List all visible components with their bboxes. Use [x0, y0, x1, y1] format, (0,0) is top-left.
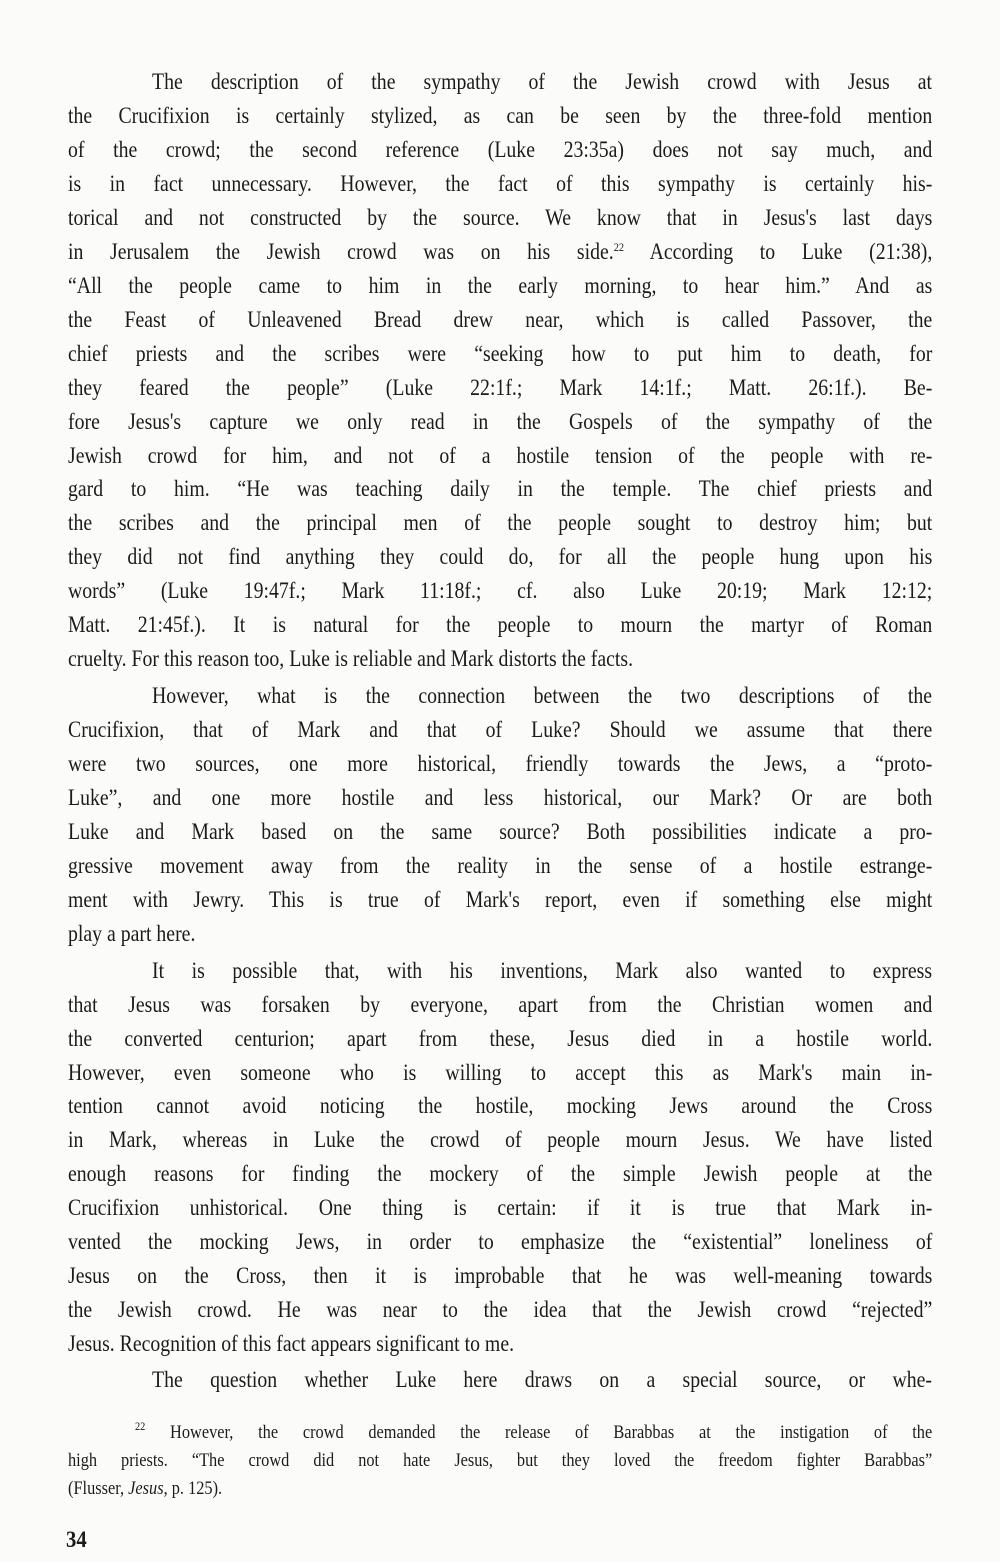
text-line: Crucifixion unhistorical. One thing is certain: if it is true that Mark in-: [68, 1195, 933, 1220]
text-segment: , p. 125).: [163, 1478, 223, 1499]
text-line: Jewish crowd for him, and not of a hostile tension of the people with re-: [68, 443, 933, 468]
text-segment: However, the crowd demanded the release of Barabbas at the instigation of the: [145, 1422, 933, 1443]
text-line: [68, 237, 932, 267]
text-line: the Crucifixion is certainly stylized, as can be seen by the three-fold mention: [68, 103, 933, 128]
text-line: “All the people came to him in the early morning, to hear him.” And as: [68, 273, 933, 298]
text-line: Jesus. Recognition of this fact appears significant to me.: [68, 1331, 515, 1356]
text-segment: According to Luke (21:38),: [624, 239, 933, 264]
footnote-reference[interactable]: 22: [613, 240, 625, 254]
text-line: The description of the sympathy of the Jewish crowd with Jesus at: [152, 69, 933, 94]
text-line: Matt. 21:45f.). It is natural for the people to mourn the martyr of Roman: [68, 612, 933, 637]
text-line: enough reasons for finding the mockery of the simple Jewish people at the: [68, 1161, 933, 1186]
text-line: The question whether Luke here draws on a special source, or whe-: [152, 1367, 933, 1392]
text-line: However, what is the connection between the two descriptions of the: [152, 683, 933, 708]
text-line: play a part here.: [68, 921, 196, 946]
text-line: the Feast of Unleavened Bread drew near, which is called Passover, the: [68, 307, 933, 332]
text-line: in Mark, whereas in Luke the crowd of people mourn Jesus. We have listed: [68, 1127, 933, 1152]
footnote-line: [135, 1420, 932, 1446]
text-line: fore Jesus's capture we only read in the Gospels of the sympathy of the: [68, 409, 933, 434]
text-line: were two sources, one more historical, friendly towards the Jews, a “proto-: [68, 751, 933, 776]
text-line: is in fact unnecessary. However, the fact of this sympathy is certainly his-: [68, 171, 933, 196]
text-line: they feared the people” (Luke 22:1f.; Mark 14:1f.; Matt. 26:1f.). Be-: [68, 375, 933, 400]
text-line: However, even someone who is willing to accept this as Mark's main in-: [68, 1060, 933, 1085]
text-line: gard to him. “He was teaching daily in the temple. The chief priests and: [68, 476, 933, 501]
text-segment: in Jerusalem the Jewish crowd was on his side.: [68, 239, 614, 264]
book-title: Jesus: [128, 1478, 164, 1499]
text-line: ment with Jewry. This is true of Mark's report, even if something else might: [68, 887, 933, 912]
text-line: they did not find anything they could do, for all the people hung upon his: [68, 544, 933, 569]
text-line: gressive movement away from the reality in the sense of a hostile estrange-: [68, 853, 933, 878]
text-line: Luke and Mark based on the same source? Both possibilities indicate a pro-: [68, 819, 933, 844]
footnote-line: high priests. “The crowd did not hate Jesus, but they loved the freedom fighter Barabbas”: [68, 1450, 933, 1471]
text-line: of the crowd; the second reference (Luke 23:35a) does not say much, and: [68, 137, 933, 162]
text-line: the scribes and the principal men of the people sought to destroy him; but: [68, 510, 933, 535]
text-segment: (Flusser,: [68, 1478, 129, 1499]
text-line: Jesus on the Cross, then it is improbable that he was well-meaning towards: [68, 1263, 933, 1288]
text-line: It is possible that, with his inventions, Mark also wanted to express: [152, 958, 933, 983]
page-number: 34: [66, 1527, 87, 1552]
text-line: Luke”, and one more hostile and less historical, our Mark? Or are both: [68, 785, 933, 810]
text-line: tention cannot avoid noticing the hostile, mocking Jews around the Cross: [68, 1093, 933, 1118]
text-line: cruelty. For this reason too, Luke is reliable and Mark distorts the facts.: [68, 646, 634, 671]
text-line: words” (Luke 19:47f.; Mark 11:18f.; cf. also Luke 20:19; Mark 12:12;: [68, 578, 933, 603]
text-line: torical and not constructed by the source. We know that in Jesus's last days: [68, 205, 933, 230]
text-line: Crucifixion, that of Mark and that of Luke? Should we assume that there: [68, 717, 933, 742]
text-line: that Jesus was forsaken by everyone, apart from the Christian women and: [68, 992, 933, 1017]
text-line: chief priests and the scribes were “seeking how to put him to death, for: [68, 341, 933, 366]
text-line: the converted centurion; apart from these, Jesus died in a hostile world.: [68, 1026, 933, 1051]
text-line: vented the mocking Jews, in order to emphasize the “existential” loneliness of: [68, 1229, 933, 1254]
footnote-line: [68, 1476, 932, 1502]
text-line: the Jewish crowd. He was near to the idea that the Jewish crowd “rejected”: [68, 1297, 933, 1322]
footnote-number: 22: [135, 1419, 146, 1433]
